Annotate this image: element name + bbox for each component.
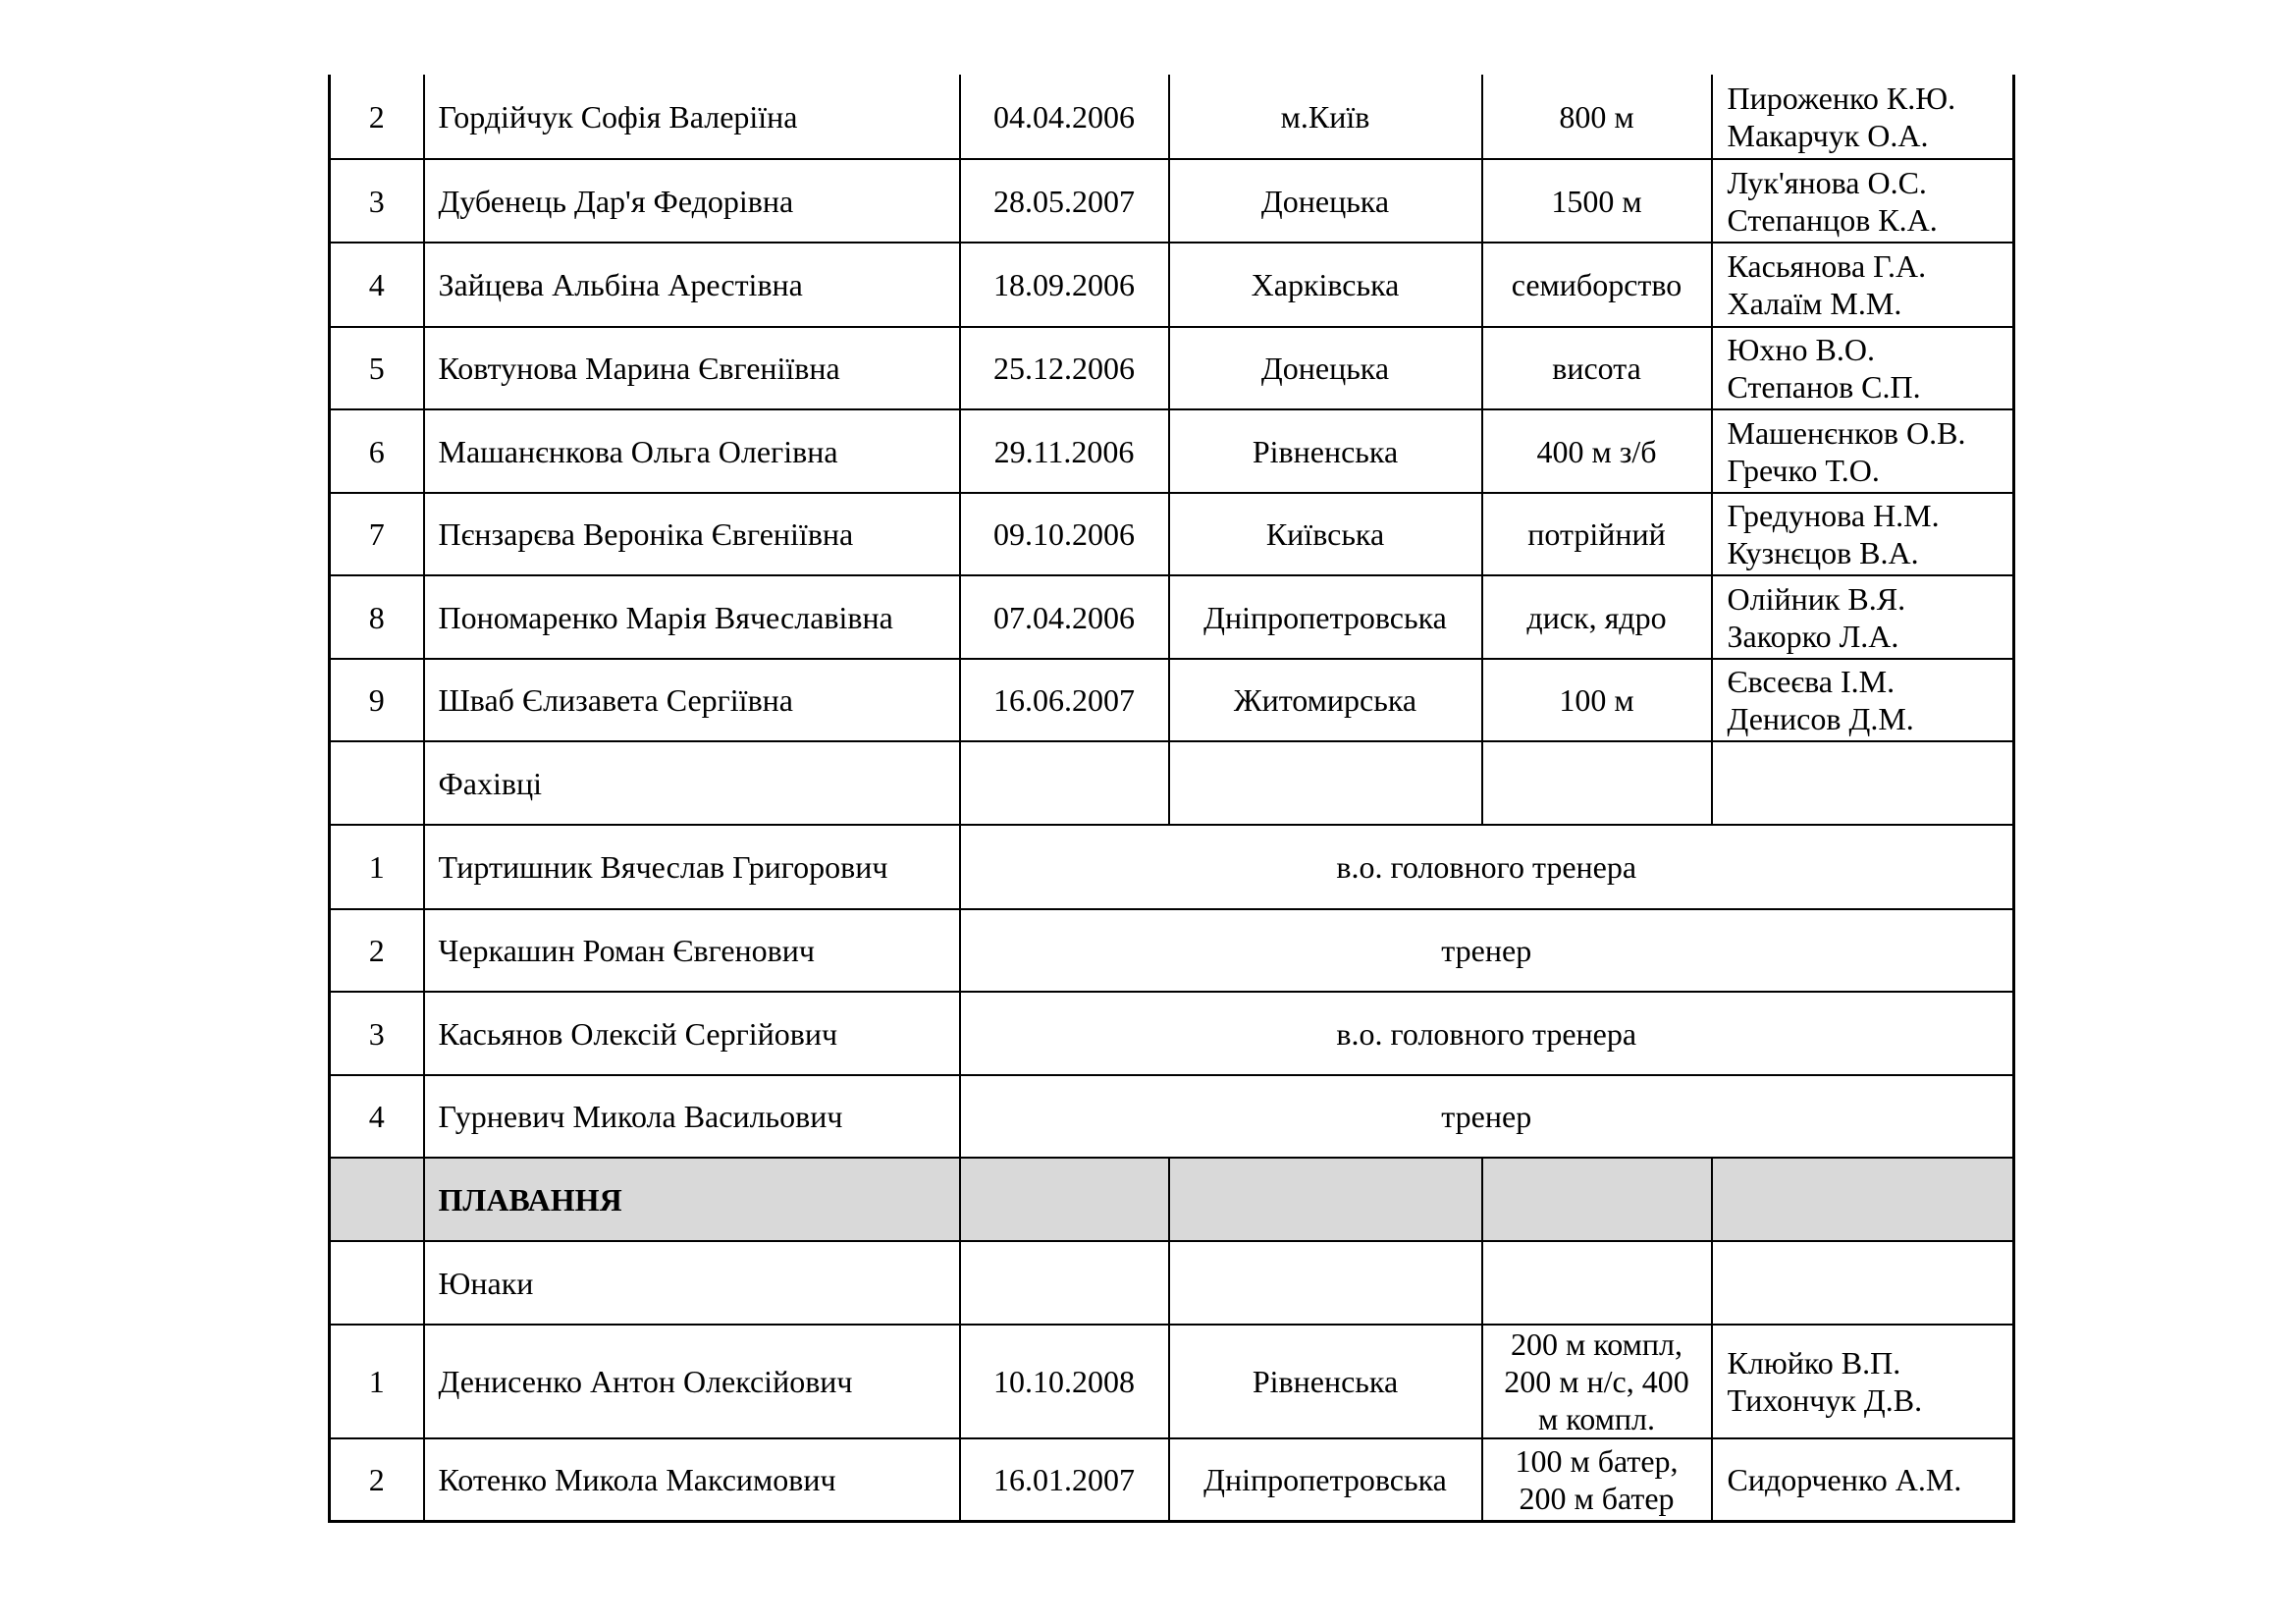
- athlete-name: Пєнзарєва Вероніка Євгеніївна: [424, 493, 960, 575]
- athlete-row: [330, 409, 2014, 493]
- event: [1482, 1325, 1712, 1438]
- coach-name: Клюйко В.П.: [1727, 1345, 1901, 1380]
- athlete-row: [330, 1325, 2014, 1438]
- athlete-row: [330, 493, 2014, 575]
- row-number: 2: [330, 75, 424, 159]
- event: [1482, 1438, 1712, 1521]
- athlete-row: [330, 1438, 2014, 1521]
- empty-cell: [1169, 1158, 1482, 1241]
- event-line: 200 м батер: [1519, 1480, 1675, 1516]
- athlete-name: Котенко Микола Максимович: [424, 1438, 960, 1521]
- empty-cell: [960, 1241, 1169, 1325]
- athlete-name: Дубенець Дар'я Федорівна: [424, 159, 960, 243]
- athlete-row: [330, 575, 2014, 659]
- specialist-role: тренер: [960, 1075, 2014, 1158]
- coaches: [1712, 493, 2014, 575]
- sport-heading: ПЛАВАННЯ: [424, 1158, 960, 1241]
- empty-cell: [330, 1158, 424, 1241]
- event-line: 200 м компл,: [1511, 1326, 1682, 1362]
- event: семиборство: [1482, 243, 1712, 327]
- event: потрійний: [1482, 493, 1712, 575]
- row-number: 4: [330, 1075, 424, 1158]
- coaches: [1712, 243, 2014, 327]
- specialist-name: Тиртишник Вячеслав Григорович: [424, 825, 960, 909]
- coaches: [1712, 159, 2014, 243]
- row-number: 1: [330, 1325, 424, 1438]
- coach-name: Олійник В.Я.: [1727, 580, 1906, 617]
- athlete-row: [330, 243, 2014, 327]
- coaches: [1712, 575, 2014, 659]
- coach-name: Степанцов К.А.: [1727, 201, 1938, 238]
- region: м.Київ: [1169, 75, 1482, 159]
- specialist-row: [330, 1075, 2014, 1158]
- specialist-role: тренер: [960, 909, 2014, 992]
- athlete-name: Гордійчук Софія Валеріїна: [424, 75, 960, 159]
- athlete-row: [330, 659, 2014, 741]
- roster-table: [328, 75, 2015, 1523]
- row-number: 2: [330, 909, 424, 992]
- athlete-name: Зайцева Альбіна Арестівна: [424, 243, 960, 327]
- birth-date: 16.06.2007: [960, 659, 1169, 741]
- coach-name: Лук'янова О.С.: [1727, 164, 1927, 200]
- region: Рівненська: [1169, 409, 1482, 493]
- athlete-name: Ковтунова Марина Євгеніївна: [424, 327, 960, 409]
- coach-name: Денисов Д.М.: [1727, 701, 1914, 736]
- row-number: 7: [330, 493, 424, 575]
- section-row-specialists: [330, 741, 2014, 825]
- row-number: 6: [330, 409, 424, 493]
- birth-date: 09.10.2006: [960, 493, 1169, 575]
- row-number: 3: [330, 992, 424, 1075]
- athlete-row: [330, 159, 2014, 243]
- row-number: 3: [330, 159, 424, 243]
- empty-cell: [1712, 1241, 2014, 1325]
- athlete-name: Шваб Єлизавета Сергіївна: [424, 659, 960, 741]
- event: диск, ядро: [1482, 575, 1712, 659]
- region: Донецька: [1169, 327, 1482, 409]
- birth-date: 25.12.2006: [960, 327, 1169, 409]
- specialist-row: [330, 909, 2014, 992]
- region: Дніпропетровська: [1169, 1438, 1482, 1521]
- row-number: 1: [330, 825, 424, 909]
- group-row-juniors: [330, 1241, 2014, 1325]
- coach-name: Закорко Л.А.: [1727, 618, 1899, 654]
- region: Харківська: [1169, 243, 1482, 327]
- coaches: [1712, 1325, 2014, 1438]
- specialist-role: в.о. головного тренера: [960, 825, 2014, 909]
- specialist-name: Гурневич Микола Васильович: [424, 1075, 960, 1158]
- event: висота: [1482, 327, 1712, 409]
- empty-cell: [1169, 1241, 1482, 1325]
- sport-row-swimming: [330, 1158, 2014, 1241]
- region: Рівненська: [1169, 1325, 1482, 1438]
- specialist-name: Черкашин Роман Євгенович: [424, 909, 960, 992]
- birth-date: 28.05.2007: [960, 159, 1169, 243]
- event-line: м компл.: [1538, 1401, 1655, 1436]
- specialist-row: [330, 825, 2014, 909]
- coach-name: Степанов С.П.: [1727, 369, 1921, 405]
- region: Житомирська: [1169, 659, 1482, 741]
- coach-name: Гречко Т.О.: [1727, 452, 1880, 488]
- event: 800 м: [1482, 75, 1712, 159]
- event: 1500 м: [1482, 159, 1712, 243]
- region: Київська: [1169, 493, 1482, 575]
- specialist-role: в.о. головного тренера: [960, 992, 2014, 1075]
- event: 100 м: [1482, 659, 1712, 741]
- row-number: 5: [330, 327, 424, 409]
- coach-name: Халаїм М.М.: [1727, 286, 1902, 321]
- coach-name: Касьянова Г.А.: [1727, 248, 1927, 284]
- group-heading: Юнаки: [424, 1241, 960, 1325]
- empty-cell: [1712, 741, 2014, 825]
- coach-name: Кузнєцов В.А.: [1727, 535, 1919, 570]
- event-line: 200 м н/с, 400: [1504, 1364, 1689, 1399]
- birth-date: 04.04.2006: [960, 75, 1169, 159]
- empty-cell: [1482, 1241, 1712, 1325]
- coach-name: Машенєнков О.В.: [1727, 414, 1966, 451]
- athlete-row: [330, 75, 2014, 159]
- coach-name: Юхно В.О.: [1727, 332, 1875, 367]
- coach-name: Сидорченко А.М.: [1727, 1461, 1962, 1497]
- birth-date: 10.10.2008: [960, 1325, 1169, 1438]
- athlete-name: Денисенко Антон Олексійович: [424, 1325, 960, 1438]
- empty-cell: [960, 741, 1169, 825]
- empty-cell: [330, 1241, 424, 1325]
- specialist-name: Касьянов Олексій Сергійович: [424, 992, 960, 1075]
- empty-cell: [1482, 741, 1712, 825]
- coach-name: Гредунова Н.М.: [1727, 498, 1940, 533]
- empty-cell: [960, 1158, 1169, 1241]
- coaches: [1712, 409, 2014, 493]
- coaches: [1712, 327, 2014, 409]
- row-number: 4: [330, 243, 424, 327]
- coach-name: Пироженко К.Ю.: [1727, 80, 1956, 116]
- empty-cell: [330, 741, 424, 825]
- empty-cell: [1712, 1158, 2014, 1241]
- empty-cell: [1482, 1158, 1712, 1241]
- birth-date: 18.09.2006: [960, 243, 1169, 327]
- coaches: [1712, 75, 2014, 159]
- empty-cell: [1169, 741, 1482, 825]
- birth-date: 07.04.2006: [960, 575, 1169, 659]
- event: 400 м з/б: [1482, 409, 1712, 493]
- region: Донецька: [1169, 159, 1482, 243]
- row-number: 9: [330, 659, 424, 741]
- specialist-row: [330, 992, 2014, 1075]
- coach-name: Тихончук Д.В.: [1727, 1382, 1923, 1418]
- coach-name: Макарчук О.А.: [1727, 117, 1929, 153]
- region: Дніпропетровська: [1169, 575, 1482, 659]
- athlete-row: [330, 327, 2014, 409]
- coach-name: Євсеєва І.М.: [1727, 664, 1896, 699]
- section-heading: Фахівці: [424, 741, 960, 825]
- birth-date: 16.01.2007: [960, 1438, 1169, 1521]
- row-number: 2: [330, 1438, 424, 1521]
- athlete-name: Машанєнкова Ольга Олегівна: [424, 409, 960, 493]
- athlete-name: Пономаренко Марія Вячеславівна: [424, 575, 960, 659]
- event-line: 100 м батер,: [1515, 1442, 1679, 1479]
- birth-date: 29.11.2006: [960, 409, 1169, 493]
- coaches: [1712, 659, 2014, 741]
- row-number: 8: [330, 575, 424, 659]
- coaches: [1712, 1438, 2014, 1521]
